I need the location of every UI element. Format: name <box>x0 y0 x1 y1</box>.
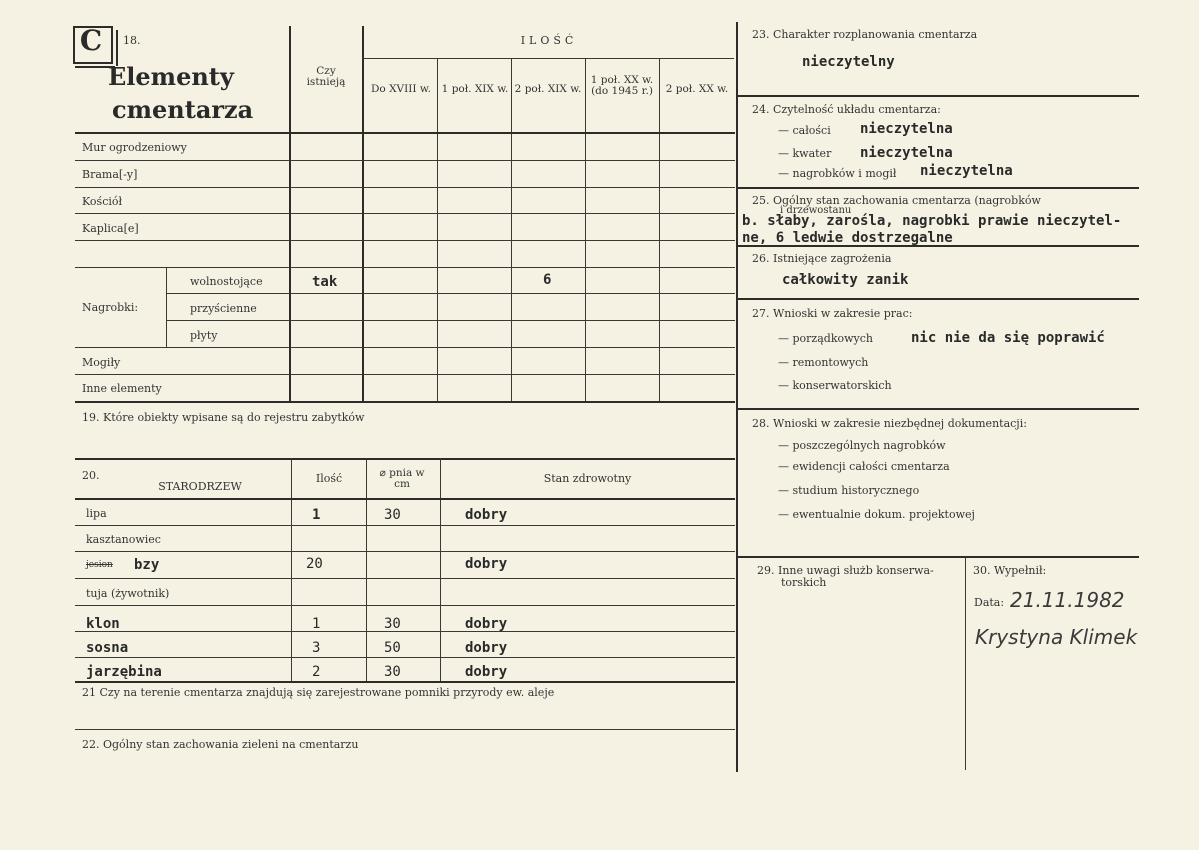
question-28: 28. Wnioski w zakresie niezbędnej dokumentacji: <box>752 417 1027 430</box>
row-rule <box>75 347 735 348</box>
tree-pnia: 30 <box>384 664 401 680</box>
value-26: całkowity zanik <box>782 272 909 288</box>
q24-kwater-value: nieczytelna <box>860 145 953 161</box>
title-line2: cmentarza <box>112 95 254 124</box>
question-29-line2: torskich <box>781 576 827 589</box>
row-rule <box>75 551 735 552</box>
tree-name: tuja (żywotnik) <box>86 587 170 600</box>
col-divider <box>659 58 660 401</box>
trees-col-divider <box>291 458 292 682</box>
tree-name: klon <box>86 616 120 632</box>
tree-pnia: 50 <box>384 640 401 656</box>
header-bottom-rule <box>75 132 735 134</box>
row-rule <box>75 631 735 632</box>
tree-stan: dobry <box>465 507 508 523</box>
period-5: 2 poł. XX w. <box>665 83 729 95</box>
section-rule <box>737 556 1139 558</box>
question-25: 25. Ogólny stan zachowania cmentarza (nagrobków <box>752 194 1041 207</box>
section-rule <box>737 245 1139 247</box>
period-2: 1 poł. XIX w. <box>441 83 509 95</box>
value-25-line2: ne, 6 ledwie dostrzegalne <box>742 230 953 246</box>
tree-ilosc: 2 <box>312 664 321 680</box>
q24-calosci-value: nieczytelna <box>860 121 953 137</box>
row-rule <box>75 187 735 188</box>
q29-q30-divider <box>965 556 966 770</box>
tree-ilosc: 3 <box>312 640 321 656</box>
tree-stan: dobry <box>465 616 508 632</box>
ilosc-heading: ILOŚĆ <box>520 34 578 47</box>
question-19: 19. Które obiekty wpisane są do rejestru zabytków <box>82 411 365 424</box>
ilosc-underline <box>362 58 734 59</box>
row-brama: Brama[-y] <box>82 168 138 181</box>
row-plyty: płyty <box>190 329 218 342</box>
tree-ilosc: 1 <box>312 616 321 632</box>
tree-name: jarzębina <box>86 664 162 680</box>
trees-col-divider <box>366 458 367 682</box>
section-letter: C <box>79 24 103 57</box>
tree-stan: dobry <box>465 556 508 572</box>
value-nagrobki-count: 6 <box>543 272 552 288</box>
q28-item: — studium historycznego <box>778 484 920 497</box>
q24-calosci-label: — całości <box>778 124 831 137</box>
field-number-18: 18. <box>123 34 141 47</box>
title-divider <box>116 30 118 66</box>
q24-kwater-label: — kwater <box>778 147 832 160</box>
row-inne: Inne elementy <box>82 382 162 395</box>
q24-nagrobkow-label: — nagrobków i mogił <box>778 167 897 180</box>
section-rule <box>75 401 735 403</box>
question-23: 23. Charakter rozplanowania cmentarza <box>752 28 978 41</box>
trees-col-divider <box>440 458 441 682</box>
title-line1: Elementy <box>108 62 234 91</box>
question-30: 30. Wypełnił: <box>973 564 1047 577</box>
section-rule <box>75 729 735 730</box>
q28-item: — ewidencji całości cmentarza <box>778 460 950 473</box>
q27-remontowych-label: — remontowych <box>778 356 869 369</box>
q30-signature: Krystyna Klimek <box>975 625 1138 649</box>
value-25-line1: b. słaby, zarośla, nagrobki prawie nieczytel- <box>742 213 1122 229</box>
row-wolnostojace: wolnostojące <box>190 275 263 288</box>
value-nagrobki-tak: tak <box>312 274 338 290</box>
period-4: 1 poł. XX w. (do 1945 r.) <box>590 74 654 97</box>
trees-header-name: STARODRZEW <box>158 480 242 493</box>
row-mur: Mur ogrodzeniowy <box>82 141 187 154</box>
tree-name: kasztanowiec <box>86 533 161 546</box>
trees-header-pnia: ⌀ pnia w cm <box>379 467 425 490</box>
q30-data-label: Data: <box>974 596 1005 609</box>
question-29: 29. Inne uwagi służb konserwa- <box>757 564 934 577</box>
row-mogily: Mogiły <box>82 356 121 369</box>
col-divider <box>437 58 438 401</box>
q27-porzadkowych-label: — porządkowych <box>778 332 873 345</box>
col-czy-istnieja: Czy istnieją <box>306 65 346 88</box>
row-rule <box>75 240 735 241</box>
row-rule <box>75 267 735 268</box>
tree-stan: dobry <box>465 664 508 680</box>
tree-pnia: 30 <box>384 616 401 632</box>
row-rule <box>75 160 735 161</box>
right-column-divider <box>736 22 738 772</box>
tree-name: bzy <box>134 557 160 573</box>
row-kosciol: Kościół <box>82 195 123 208</box>
value-23: nieczytelny <box>802 54 895 70</box>
row-rule <box>75 525 735 526</box>
row-nagrobki: Nagrobki: <box>82 301 139 314</box>
section-rule <box>737 187 1139 189</box>
row-przyscienne: przyścienne <box>190 302 257 315</box>
question-21: 21 Czy na terenie cmentarza znajdują się zarejestrowane pomniki przyrody ew. aleje <box>82 686 555 699</box>
section-rule <box>737 298 1139 300</box>
q24-nagrobkow-value: nieczytelna <box>920 163 1013 179</box>
section-rule <box>737 95 1139 97</box>
tree-stan: dobry <box>465 640 508 656</box>
q28-item: — poszczególnych nagrobków <box>778 439 946 452</box>
col-divider <box>511 58 512 401</box>
row-rule <box>75 605 735 606</box>
question-26: 26. Istniejące zagrożenia <box>752 252 892 265</box>
trees-header-ilosc: Ilość <box>315 472 343 485</box>
row-rule <box>75 213 735 214</box>
q27-konserwatorskich-label: — konserwatorskich <box>778 379 892 392</box>
col-divider <box>585 58 586 401</box>
question-27: 27. Wnioski w zakresie prac: <box>752 307 913 320</box>
row-rule <box>166 320 735 321</box>
question-22: 22. Ogólny stan zachowania zieleni na cmentarzu <box>82 738 359 751</box>
trees-header-rule <box>75 498 735 500</box>
tree-name: lipa <box>86 507 107 520</box>
row-kaplica: Kaplica[e] <box>82 222 139 235</box>
row-rule <box>166 293 735 294</box>
tree-pnia: 30 <box>384 507 401 523</box>
section-rule <box>75 681 735 683</box>
question-24: 24. Czytelność układu cmentarza: <box>752 103 941 116</box>
tree-ilosc: 20 <box>306 556 323 572</box>
section-rule <box>75 458 735 460</box>
row-rule <box>75 657 735 658</box>
section-rule <box>737 408 1139 410</box>
q27-porzadkowych-value: nic nie da się poprawić <box>911 330 1105 346</box>
period-3: 2 poł. XIX w. <box>514 83 582 95</box>
tree-ilosc: 1 <box>312 507 321 523</box>
trees-number: 20. <box>82 469 100 482</box>
row-rule <box>75 578 735 579</box>
tree-name-struck: jesion <box>86 560 113 570</box>
row-rule <box>75 374 735 375</box>
period-1: Do XVIII w. <box>371 83 431 95</box>
trees-header-stan: Stan zdrowotny <box>543 472 632 485</box>
nagrobki-divider <box>166 267 167 347</box>
title-underline <box>75 66 115 68</box>
question-25-line2: i drzewostanu <box>780 205 852 216</box>
q30-date: 21.11.1982 <box>1010 588 1125 612</box>
tree-name: sosna <box>86 640 129 656</box>
q28-item: — ewentualnie dokum. projektowej <box>778 508 975 521</box>
